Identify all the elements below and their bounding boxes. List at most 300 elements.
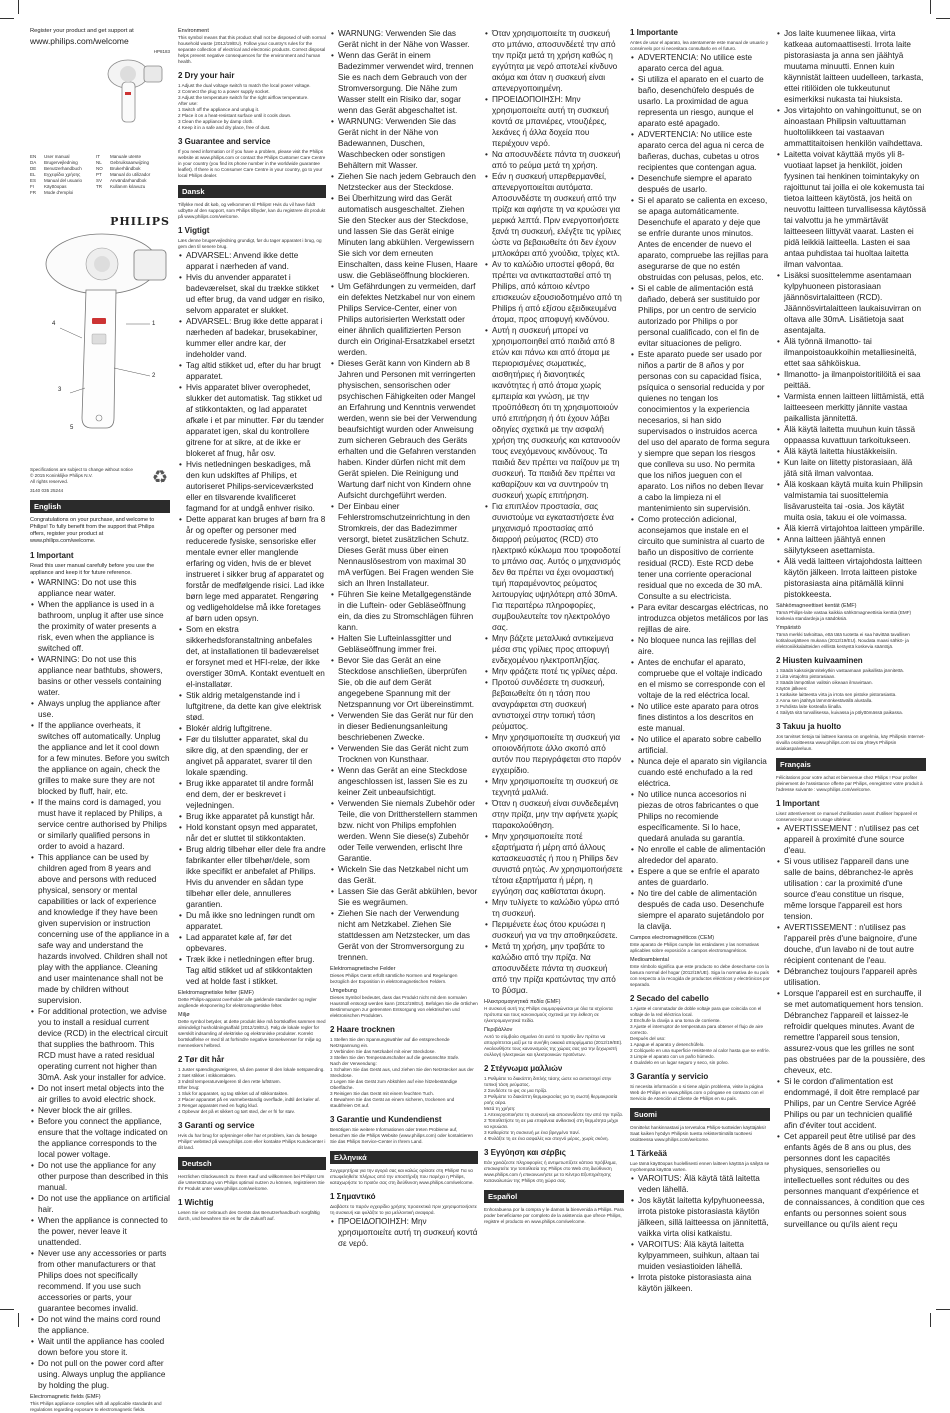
list-item: • Μην τυλίγετε το καλώδιο γύρω από τη συσκευή. — [492, 897, 624, 919]
ellinika-dry-step: 4 Φυλάξτε τη σε ένα ασφαλές και στεγνό μέρος, χωρίς σκόνη. — [484, 1136, 609, 1141]
english-guarantee-text: If you need information or if you have a problem, please visit the Philips website at www.philips.com or contact the Philips Customer Care Centre in your country (you find its phone number in the worldwide guarantee leaflet). If there is no Consumer Care Centre in your country, go to your local Philips dealer. — [178, 149, 326, 178]
list-item: • For additional protection, we advise you to install a residual current device (RCD) in the electrical circuit that supplies the bathroom. This RCD must have a rated residual operating current not higher than 30mA. Ask your installer for advice. — [38, 1006, 170, 1083]
list-item: • Lassen Sie das Gerät abkühlen, bevor Sie es wegräumen. — [338, 886, 478, 908]
espanol-env-title: Medioambiental — [630, 957, 669, 963]
brand-logo: PHILIPS — [110, 215, 170, 228]
espanol-warning-list — [630, 52, 770, 932]
crop-mark — [930, 0, 931, 14]
list-item: • AVERTISSEMENT : n'utilisez pas l'appareil près d'une baignoire, d'une douche, d'un lavabo ni de tout autre récipient contenant de l'eau. — [784, 922, 926, 966]
list-item: • Älä vedä laitteen virtajohdosta laitteen käytön jälkeen. Irrota laitteen pistoke pistorasiasta aina pitämällä kiinni pistokkeesta. — [784, 556, 926, 600]
list-item: • Do not use the appliance for any other purpose than described in this manual. — [38, 1160, 170, 1193]
list-item: • Ilmanotto- ja ilmanpoistoritilöitä ei saa peittää. — [784, 369, 926, 391]
deutsch-emf-text: Dieses Philips Gerät erfüllt sämtliche Normen und Regelungen bezüglich der Exposition in elektromagnetischen Feldern. — [330, 973, 458, 984]
dansk-emf-text: Dette Philips-apparat overholder alle gældende standarder og regler angående eksponering for elektromagnetiske felter. — [178, 997, 317, 1008]
lang-name: Mode d'emploi — [44, 190, 74, 195]
english-read-text: Read this user manual carefully before you use the appliance and keep it for future reference. — [30, 563, 155, 576]
espanol-guarantee-title: 3 Garantía y servicio — [630, 1072, 709, 1081]
ellinika-emf-title: Ηλεκτρομαγνητικά πεδία (EMF) — [484, 999, 561, 1005]
product-diagram — [30, 215, 170, 443]
column-3 — [330, 28, 478, 1307]
suomi-warning-list — [776, 28, 926, 600]
list-item: • Antes de enchufar el aparato, compruebe que el voltaje indicado en el mismo se corresponde con el voltaje de la red eléctrica local. — [638, 657, 770, 701]
list-item: • Nunca deje el aparato sin vigilancia cuando esté enchufado a la red eléctrica. — [638, 756, 770, 789]
ellinika-warning-list-start — [330, 1216, 478, 1249]
english-warning-list — [30, 577, 170, 1391]
list-item: • Führen Sie keine Metallgegenstände in die Luftein- oder Gebläseöffnung ein, da dies zu Stromschlägen führen kann. — [338, 589, 478, 633]
deutsch-important-title: 1 Wichtig — [178, 1198, 214, 1207]
rights: All rights reserved. — [30, 479, 69, 484]
english-dry-step: 2 Connect the plug to a power supply socket. — [178, 89, 270, 94]
list-item: • Μην βάζετε μεταλλικά αντικείμενα μέσα στις γρίλιες προς αποφυγή ενδεχομένου ηλεκτροπληξίας. — [492, 633, 624, 666]
list-item: • Lad apparatet køle af, før det opbevares. — [186, 932, 326, 954]
list-item: • Jos virtajohto on vahingoittunut, se on ainoastaan Philipsin valtuuttaman huoltoliikkeen tai vastaavan ammattitaitoisen henkilön vaihdettava. — [784, 105, 926, 149]
list-item: • ADVARSEL: Brug ikke dette apparat i nærheden af badekar, brusekabiner, kummer eller andre kar, der indeholder vand. — [186, 316, 326, 360]
list-item: • Älä käytä laitetta muuhun kuin tässä oppaassa kuvattuun tarkoitukseen. — [784, 424, 926, 446]
list-item: • Never use any accessories or parts from other manufacturers or that Philips does not specifically recommend. If you use such accessories or parts, your guarantee becomes invalid. — [38, 1248, 170, 1314]
dansk-guarantee-text: Hvis du har brug for oplysninger eller har et problem, kan du besøge Philips' websted på www.philips.com eller kontakte Philips Kundecenter i dit land. — [178, 1133, 326, 1150]
list-item: • When the appliance is used in a bathroom, unplug it after use since the proximity of water presents a risk, even when the appliance is switched off. — [38, 599, 170, 654]
column-2 — [178, 28, 326, 1307]
english-dry-step: 4 Keep it in a safe and dry place, free of dust. — [178, 125, 271, 130]
suomi-dry-step: 2 Liitä virtajohto pistorasiaan. — [776, 674, 836, 679]
model-number: HP8183 — [153, 49, 170, 54]
suomi-dry-step: 1 Säädä kaksoisjännitekytkin vastaamaan paikallista jännitettä. — [776, 668, 904, 673]
english-intro: Congratulations on your purchase, and welcome to Philips! To fully benefit from the support that Philips offers, register your product at www.philips.com/welcome. — [30, 517, 155, 544]
crop-mark — [0, 18, 14, 19]
footer-block — [30, 467, 170, 494]
list-item: • Verwenden Sie das Gerät nur für den in dieser Bedienungsanleitung beschriebenen Zwecke. — [338, 710, 478, 743]
lang-name: Användarhandbok — [110, 178, 147, 183]
list-item: • Hvis apparatet bliver overophedet, slukker det automatisk. Tag stikket ud af stikkontakten, og lad apparatet afkøle i et par minutter. Før du tænder apparatet igen, skal du kontrollere gitrene for at sikre, at de ikke er blokeret af fnug, hår osv. — [186, 382, 326, 459]
list-item: • Μην φράζετε ποτέ τις γρίλιες αέρα. — [492, 666, 624, 677]
lang-code: SV — [96, 178, 103, 183]
list-item: • Hvis netledningen beskadiges, må den kun udskiftes af Philips, et autoriseret Philips-serviceværksted eller en tilsvarende kvalificeret fagmand for at undgå enhver risiko. — [186, 459, 326, 514]
espanol-dry-step: 3 Limpie el aparato con un paño húmedo. — [630, 1054, 715, 1059]
list-item: • Si le cordon d'alimentation est endommagé, il doit être remplacé par Philips, par un Centre Service Agréé Philips ou par un technicien qualifié afin d'éviter tout accident. — [784, 1076, 926, 1131]
list-item: • No enrolle el cable de alimentación alrededor del aparato. — [638, 844, 770, 866]
hairdryer-diagram-image — [30, 228, 170, 438]
list-item: • Bevor Sie das Gerät an eine Steckdose anschließen, überprüfen Sie, ob die auf dem Gerät angegebene Spannung mit der Netzspannung vor Ort übereinstimmt. — [338, 655, 478, 710]
section-header-dansk: Dansk — [178, 185, 326, 198]
lang-name: Brukerhåndbok — [110, 166, 141, 171]
column-6 — [776, 28, 926, 1307]
column-1 — [30, 28, 170, 1412]
suomi-dry-step: Käytön jälkeen: — [776, 686, 808, 691]
lang-code: ES — [30, 178, 37, 183]
lang-code: FI — [30, 184, 34, 189]
espanol-dry-step: Después del uso: — [630, 1036, 666, 1041]
list-item: • ADVARSEL: Anvend ikke dette apparat i nærheden af vand. — [186, 250, 326, 272]
suomi-env-title: Ympäristö — [776, 625, 801, 631]
suomi-warning-list-start — [630, 1173, 770, 1294]
dansk-dry-step: Efter brug: — [178, 1085, 200, 1090]
ellinika-intro: Συγχαρητήρια για την αγορά σας και καλώς ορίσατε στη Philips! Για να επωφεληθείτε πλήρως από την υποστήριξη που παρέχει η Philips, καταχωρήστε το προϊόν σας στη διεύθυνση www.philips.com/welcome. — [330, 1168, 474, 1185]
list-item: • Tag altid stikket ud, efter du har brugt apparatet. — [186, 360, 326, 382]
deutsch-guarantee-title: 3 Garantie und Kundendienst — [330, 1115, 442, 1124]
list-item: • Verwenden Sie das Gerät nicht zum Trocknen von Kunsthaar. — [338, 743, 478, 765]
espanol-env-text: Este símbolo significa que este producto no debe desecharse con la basura normal del hogar (2012/19/UE). Siga la normativa de su país con respecto a la recogida de productos eléctricos y electrónicos por separado. — [630, 964, 770, 987]
crop-mark — [936, 18, 950, 19]
section-header-suomi: Suomi — [630, 1108, 770, 1121]
suomi-read-text: Lue tämä käyttöopas huolellisesti ennen laitteen käyttöä ja säilytä se myöhempää käyttöä varten. — [630, 1161, 770, 1172]
list-item: • Espere a que se enfríe el aparato antes de guardarlo. — [638, 866, 770, 888]
column-4 — [484, 28, 624, 1307]
list-item: • Όταν η συσκευή είναι συνδεδεμένη στην πρίζα, μην την αφήνετε χωρίς παρακολούθηση. — [492, 798, 624, 831]
list-item: • Varmista ennen laitteen liittämistä, että laitteeseen merkitty jännite vastaa paikallista jännitettä. — [784, 391, 926, 424]
ellinika-dry-title: 2 Στέγνωμα μαλλιών — [484, 1064, 563, 1073]
list-item: • Dieses Gerät kann von Kindern ab 8 Jahren und Personen mit verringerten physischen, sensorischen oder psychischen Fähigkeiten oder Mangel an Erfahrung und Kenntnis verwendet werden, wenn sie bei der Verwendung beaufsichtigt wurden oder Anweisung zum sicheren Gebrauch des Geräts erhalten und die Gefahren verstanden haben. Kinder dürfen nicht mit dem Gerät spielen. Die Reinigung und Wartung darf nicht von Kindern ohne Aufsicht durchgeführt werden. — [338, 358, 478, 501]
lang-code: EL — [30, 172, 36, 177]
crop-mark — [18, 0, 19, 14]
list-item: • No tire del cable de alimentación después de cada uso. Desenchufe siempre el aparato sujetándolo por la clavija. — [638, 888, 770, 932]
ellinika-important-title: 1 Σημαντικό — [330, 1192, 376, 1201]
list-item: • Brug ikke apparatet til andre formål end dem, der er beskrevet i vejledningen. — [186, 778, 326, 811]
list-item: • Jos laite kuumenee liikaa, virta katkeaa automaattisesti. Irrota laite pistorasiasta ja anna sen jäähtyä muutama minuutti. Ennen kuin käynnistät laitteen uudelleen, tarkasta, ettei ritilöiden ole tukkeutunut esimerkiksi nukasta tai hiuksista. — [784, 28, 926, 105]
list-item: • No utilice el aparato sobre cabello artificial. — [638, 734, 770, 756]
ellinika-dry-step: 1 Ρυθμίστε το διακόπτη διπλής τάσης ώστε να αντιστοιχεί στην τοπική τάση ρεύματος. — [484, 1076, 612, 1087]
dansk-dry-step: 4 Opbevar det på et sikkert og tørt sted, der er fri for støv. — [178, 1109, 295, 1114]
espanol-emf-title: Campos electromagnéticos (CEM) — [630, 935, 715, 941]
list-item: • Halten Sie Lufteinlassgitter und Gebläseöffnung immer frei. — [338, 633, 478, 655]
copyright: © 2015 Koninklijke Philips N.V. — [30, 473, 93, 478]
list-item: • Μετά τη χρήση, μην τραβάτε το καλώδιο από την πρίζα. Να αποσυνδέετε πάντα τη συσκευή από την πρίζα κρατώντας την από το βύσμα. — [492, 941, 624, 996]
suomi-env-text: Tämä merkki tarkoittaa, että tätä tuotetta ei saa hävittää tavallisen kotitalousjätteen mukana (2012/19/EU). Noudata maasi sähkö- ja elektroniikkalaitteiden erillistä keräystä koskevia sääntöjä. — [776, 632, 910, 649]
deutsch-warning-list — [330, 28, 478, 963]
list-item: • Wait until the appliance has cooled down before you store it. — [38, 1336, 170, 1358]
list-item: • WARNING: Do not use this appliance near water. — [38, 577, 170, 599]
list-item: • Cet appareil peut être utilisé par des enfants âgés de 8 ans ou plus, des personnes dont les capacités physiques, sensorielles ou intellectuelles sont réduites ou des personnes manquant d'expérience et de connaissances, à condition que ces enfants ou personnes soient sous surveillance ou qu'ils aient reçu — [784, 1131, 926, 1230]
list-item: • Wickeln Sie das Netzkabel nicht um das Gerät. — [338, 864, 478, 886]
list-item: • Όταν χρησιμοποιείτε τη συσκευή στο μπάνιο, αποσυνδέετέ την από την πρίζα μετά τη χρήση καθώς η εγγύτητα με νερό αποτελεί κίνδυνο ακόμα και όταν η συσκευή είναι απενεργοποιημένη. — [492, 28, 624, 94]
list-item: • Αν το καλώδιο υποστεί φθορά, θα πρέπει να αντικατασταθεί από τη Philips, από κάποιο κέντρο επισκευών εξουσιοδοτημένο από τη Philips ή από εξίσου εξειδικευμένα άτομα, προς αποφυγή κινδύνου. — [492, 259, 624, 325]
list-item: • Before you connect the appliance, ensure that the voltage indicated on the appliance corresponds to the local power voltage. — [38, 1116, 170, 1160]
dansk-dry-title: 2 Tør dit hår — [178, 1055, 225, 1064]
dansk-env-title: Miljø — [178, 1012, 190, 1018]
list-item: • VAROITUS: Älä käytä tätä laitetta veden lähellä. — [638, 1173, 770, 1195]
list-item: • When the appliance is connected to the power, never leave it unattended. — [38, 1215, 170, 1248]
ellinika-guarantee-title: 3 Εγγύηση και σέρβις — [484, 1148, 566, 1157]
lang-code: NL — [96, 160, 102, 165]
list-item: • Dette apparat kan bruges af børn fra 8 år og opefter og personer med reducerede fysiske, sensoriske eller mentale evner eller manglende erfaring og viden, hvis de er blevet instrueret i sikker brug af apparatet og forstår de medfølgende risici. Lad ikke børn lege med apparatet. Rengøring og vedligeholdelse må ikke foretages af børn uden opsyn. — [186, 514, 326, 624]
list-item: • Älä koskaan käytä muita kuin Philipsin valmistamia tai suosittelemia lisävarusteita tai -osia. Jos käytät muita osia, takuu ei ole voimassa. — [784, 479, 926, 523]
list-item: • Προτού συνδέσετε τη συσκευή, βεβαιωθείτε ότι η τάση που αναγράφεται στη συσκευή αντιστοιχεί στην τοπική τάση ρεύματος. — [492, 677, 624, 732]
list-item: • Να αποσυνδέετε πάντα τη συσκευή από το ρεύμα μετά τη χρήση. — [492, 149, 624, 171]
lang-name: Manuale utente — [110, 154, 142, 159]
list-item: • Træk ikke i netledningen efter brug. Tag altid stikket ud af stikkontakten ved at holde fast i stikket. — [186, 954, 326, 987]
deutsch-dry-step: 4 Bewahren Sie das Gerät an einem sicheren, trockenen und staubfreien Ort auf. — [330, 1097, 455, 1108]
ellinika-warning-list — [484, 28, 624, 996]
english-env-text: This symbol means that this product shall not be disposed of with normal household waste (2012/19/EU). Follow your country's rules for the separate collection of electrical and electronic products. Correct disposal helps prevent negative consequences for the environment and human health. — [178, 35, 326, 64]
list-item: • ΠΡΟΕΙΔΟΠΟΙΗΣΗ: Μην χρησιμοποιείτε αυτή τη συσκευή κοντά σε νερό. — [338, 1216, 478, 1249]
welcome-link[interactable]: www.philips.com/welcome — [30, 36, 129, 46]
list-item: • Εάν η συσκευή υπερθερμανθεί, απενεργοποιείται αυτόματα. Αποσυνδέστε τη συσκευή από την πρίζα και αφήστε τη να κρυώσει για μερικά λεπτά. Πριν ενεργοποιήσετε ξανά τη συσκευή, ελέγξτε τις γρίλιες ώστε να βεβαιωθείτε ότι δεν έχουν μπλοκάρει από χνούδια, τρίχες κτλ. — [492, 171, 624, 259]
deutsch-dry-step: 2 Verbinden Sie das Netzkabel mit einer Steckdose. — [330, 1049, 436, 1054]
suomi-emf-title: Sähkömagneettiset kentät (EMF) — [776, 603, 857, 609]
espanol-emf-text: Este aparato de Philips cumple los estándares y las normativas aplicables sobre exposición a campos electromagnéticos. — [630, 942, 759, 953]
list-item: • AVERTISSEMENT : n'utilisez pas cet appareil à proximité d'une source d'eau. — [784, 823, 926, 856]
english-env-title: Environment — [178, 28, 209, 34]
crop-mark — [18, 1313, 19, 1327]
lang-name: Εγχειρίδιο χρήσης — [44, 172, 81, 177]
list-item: • Ziehen Sie nach der Verwendung nicht am Netzkabel. Ziehen Sie stattdessen am Netzstecker, um das Gerät von der Stromversorgung zu trennen. — [338, 908, 478, 963]
section-header-francais: Français — [776, 758, 926, 771]
list-item: • WARNING: Do not use this appliance near bathtubs, showers, basins or other vessels containing water. — [38, 654, 170, 698]
english-dry-step: 1 Switch off the appliance and unplug it. — [178, 107, 260, 112]
lang-name: User manual — [44, 154, 70, 159]
deutsch-dry-step: 1 Stellen Sie den Spannungswähler auf die entsprechende Netzspannung ein. — [330, 1037, 450, 1048]
list-item: • Este aparato puede ser usado por niños a partir de 8 años y por personas con su capacidad física, psíquica o sensorial reducida y por quienes no tengan los conocimientos y la experiencia necesarios, si han sido supervisados o instruidos acerca del uso del aparato de forma segura y siempre que sepan los riesgos que conlleva su uso. No permita que los niños jueguen con el aparato. Los niños no deben llevar a cabo la limpieza ni el mantenimiento sin supervisión. — [638, 349, 770, 514]
lang-code: FR — [30, 190, 36, 195]
dansk-dry-step: 2 Sæt stikket i stikkontakten. — [178, 1073, 237, 1078]
list-item: • Verwenden Sie niemals Zubehör oder Teile, die von Drittherstellern stammen bzw. nicht von Philips empfohlen werden. Wenn Sie diese(s) Zubehör oder Teile verwenden, erlischt Ihre Garantie. — [338, 798, 478, 864]
list-item: • Bei Überhitzung wird das Gerät automatisch ausgeschaltet. Ziehen Sie den Stecker aus der Steckdose, und lassen Sie das Gerät einige Minuten lang abkühlen. Vergewissern Sie sich vor dem erneuten Einschalten, dass keine Flusen, Haare usw. die Gebläseöffnung blockieren. — [338, 193, 478, 281]
english-emf-text: This Philips appliance complies with all applicable standards and regulations regarding exposure to electromagnetic fields. — [30, 1401, 162, 1412]
dansk-dry-step: 1 Juster spændingsvælgeren, så den passer til den lokale netspænding. — [178, 1067, 325, 1072]
deutsch-intro: Herzlichen Glückwunsch zu Ihrem Kauf und willkommen bei Philips! Um die Unterstützung von Philips optimal nutzen zu können, registrieren Sie Ihr Produkt unter www.philips.com/welcome. — [178, 1174, 325, 1191]
deutsch-dry-step: 1 Schalten Sie das Gerät aus, und ziehen Sie den Netzstecker aus der Steckdose. — [330, 1067, 474, 1078]
list-item: • Para evitar descargas eléctricas, no introduzca objetos metálicos por las rejillas de aire. — [638, 602, 770, 635]
espanol-dry-step: 4 Guárdelo en un lugar seguro y seco, sin polvo. — [630, 1060, 729, 1065]
lang-name: Käyttöopas — [44, 184, 67, 189]
crop-mark — [936, 1309, 950, 1310]
english-dry-step: 3 Adjust the temperature switch for the right airflow temperature. — [178, 95, 309, 100]
ellinika-env-title: Περιβάλλον — [484, 1027, 513, 1033]
list-item: • Si utiliza el aparato en el cuarto de baño, desenchúfelo después de usarlo. La proximidad de agua representa un riesgo, aunque el aparato esté apagado. — [638, 74, 770, 129]
suomi-dry-step: 1 Katkaise laitteesta virta ja irrota sen pistoke pistorasiasta. — [776, 692, 897, 697]
doc-code: 3140 035 25244 — [30, 488, 64, 493]
language-list — [30, 154, 170, 195]
deutsch-env-text: Dieses Symbol bedeutet, dass das Produkt nicht mit dem normalen Hausmüll entsorgt werden kann (2012/19/EU). Befolgen Sie die örtlichen Bestimmungen zur getrennten Entsorgung von elektrischen und elektronischen Produkten. — [330, 995, 478, 1018]
lang-name: Brugervejledning — [44, 160, 78, 165]
list-item: • ADVERTENCIA: No utilice este aparato cerca del agua ni cerca de bañeras, duchas, cubetas u otros recipientes que contengan agua. — [638, 129, 770, 173]
english-important-title: 1 Important — [30, 551, 74, 560]
english-dry-step: 3 Clean the appliance by damp cloth. — [178, 119, 254, 124]
list-item: • Μην χρησιμοποιείτε τη συσκευή σε τεχνητά μαλλιά. — [492, 776, 624, 798]
deutsch-dry-title: 2 Haare trocknen — [330, 1025, 395, 1034]
francais-read-text: Lisez attentivement ce manuel d'utilisation avant d'utiliser l'appareil et conservez-le pour un usage ultérieur. — [776, 811, 918, 822]
dansk-intro: Tillykke med dit køb, og velkommen til Philips! Hvis du vil have fuldt udbytte af den support, som Philips tilbyder, kan du registrere dit produkt på www.philips.com/welcome. — [178, 202, 326, 219]
recycle-icon: ♻ — [151, 467, 168, 487]
list-item: • Hold konstant opsyn med apparatet, når det er sluttet til stikkontakten. — [186, 822, 326, 844]
lang-name: Manual del usuario — [44, 178, 83, 183]
list-item: • Do not insert metal objects into the air grilles to avoid electric shock. — [38, 1083, 170, 1105]
dansk-dry-step: 2 Placer apparatet på en varmebestandig overflade, indtil det køler af. — [178, 1097, 320, 1102]
lang-name: Benutzerhandbuch — [44, 166, 82, 171]
lang-code: IT — [96, 154, 100, 159]
list-item: • Um Gefährdungen zu vermeiden, darf ein defektes Netzkabel nur von einem Philips Service-Center, einer von Philips autorisierten Werkstatt oder einer ähnlich qualifizierten Person durch ein Original-Ersatzkabel ersetzt werden. — [338, 281, 478, 358]
list-item: • Ziehen Sie nach jedem Gebrauch den Netzstecker aus der Steckdose. — [338, 171, 478, 193]
list-item: • Lisäksi suosittelemme asentamaan kylpyhuoneen pistorasiaan jäännösvirtalaitteen (RCD). Jäännösvirtalaitteen laukaisuvirran on oltava alle 30mA. Lisätietoja saat asentajalta. — [784, 270, 926, 336]
english-dry-title: 2 Dry your hair — [178, 71, 235, 80]
list-item: • ADVERTENCIA: No utilice este aparato cerca del agua. — [638, 52, 770, 74]
list-item: • Wenn das Gerät an eine Steckdose angeschlossen ist, lassen Sie es zu keiner Zeit unbeaufsichtigt. — [338, 765, 478, 798]
suomi-important-title: 1 Tärkeää — [630, 1149, 667, 1158]
list-item: • Do not use the appliance on artificial hair. — [38, 1193, 170, 1215]
lang-name: Kullanım kılavuzu — [110, 184, 146, 189]
list-item: • Lorsque l'appareil est en surchauffe, il se met automatiquement hors tension. Débranchez l'appareil et laissez-le refroidir quelques minutes. Avant de remettre l'appareil sous tension, assurez-vous que les grilles ne sont pas obstruées par de la poussière, des cheveux, etc. — [784, 988, 926, 1076]
list-item: • This appliance can be used by children aged from 8 years and above and persons with reduced physical, sensory or mental capabilities or lack of experience and knowledge if they have been given supervision or instruction concerning use of the appliance in a safe way and understand the hazards involved. Children shall not play with the appliance. Cleaning and user maintenance shall not be made by children without supervision. — [38, 852, 170, 1006]
suomi-dry-step: 2 Anna sen jäähtyä lämmönkestävällä alustalla. — [776, 698, 873, 703]
francais-intro: Félicitations pour votre achat et bienvenue chez Philips ! Pour profiter pleinement de l'assistance offerte par Philips, enregistrez votre produit à l'adresse suivante : www.philips.com/welcome. — [776, 775, 923, 792]
diagram-label-3: 3 — [58, 387, 62, 393]
section-header-espanol: Español — [484, 1190, 624, 1203]
list-item: • Περιμένετε έως ότου κρυώσει η συσκευή για να την αποθηκεύσετε. — [492, 919, 624, 941]
section-header-english: English — [30, 500, 170, 513]
dansk-dry-step: 1 Sluk for apparatet, og tag stikket ud af stikkontakten. — [178, 1091, 289, 1096]
diagram-label-1: 1 — [152, 321, 156, 327]
english-dry-step: After use: — [178, 101, 198, 106]
dansk-dry-step: 3 Rengør apparatet med en fugtig klud. — [178, 1103, 258, 1108]
suomi-dry-step: 3 Puhdista laite kostealla liinalla. — [776, 704, 843, 709]
list-item: • Μην χρησιμοποιείτε ποτέ εξαρτήματα ή μέρη από άλλους κατασκευαστές ή που η Philips δεν συνιστά ρητώς. Αν χρησιμοποιήσετε τέτοια εξαρτήματα ή μέρη, η εγγύηση σας καθίσταται άκυρη. — [492, 831, 624, 897]
list-item: • Never block the air grilles. — [38, 1105, 170, 1116]
suomi-intro: Onnittelut hankinnastasi ja tervetuloa Philips-tuotteiden käyttäjäksi! Saat kaiken hyödyn Philipsin tuesta rekisteröimällä tuotteesi osoitteessa www.philips.com/welcome. — [630, 1125, 766, 1142]
list-item: • Si el aparato se calienta en exceso, se apaga automáticamente. Desenchufe el aparato y deje que se enfríe durante unos minutos. Antes de encender de nuevo el aparato, compruebe las rejillas para asegurarse de que no estén obstruidas con pelusas, pelos, etc. — [638, 195, 770, 283]
list-item: • Como protección adicional, aconsejamos que instale en el circuito que suministra al cuarto de baño un dispositivo de corriente residual (RCD). Este RCD debe tener una corriente operacional residual que no exceda de 30 mA. Consulte a su electricista. — [638, 514, 770, 602]
list-item: • WARNUNG: Verwenden Sie das Gerät nicht in der Nähe von Badewannen, Duschen, Waschbecken oder sonstigen Behältern mit Wasser. — [338, 116, 478, 171]
list-item: • Do not pull on the power cord after using. Always unplug the appliance by holding the plug. — [38, 1358, 170, 1391]
list-item: • Si vous utilisez l'appareil dans une salle de bains, débranchez-le après utilisation : car la proximité d'une source d'eau constitue un risque, même lorsque l'appareil est hors tension. — [784, 856, 926, 922]
register-text: Register your product and get support at — [30, 28, 134, 34]
dansk-dry-step: 3 Indstil temperaturvælgeren til den rette luftstrøm. — [178, 1079, 281, 1084]
list-item: • Du må ikke sno ledningen rundt om apparatet. — [186, 910, 326, 932]
lang-code: EN — [30, 154, 37, 159]
lang-name: Manual do utilizador — [110, 172, 151, 177]
list-item: • Si el cable de alimentación está dañado, deberá ser sustituido por Philips, por un centro de servicio autorizado por Philips o por personal cualificado, con el fin de evitar situaciones de peligro. — [638, 283, 770, 349]
list-item: • VAROITUS: Älä käytä laitetta kylpyammeen, suihkun, altaan tai muiden vesiastioiden lähellä. — [638, 1239, 770, 1272]
dansk-emf-title: Elektromagnetiske felter (EMF) — [178, 990, 254, 996]
dansk-guarantee-title: 3 Garanti og service — [178, 1121, 255, 1130]
list-item: • Jos käytät laitetta kylpyhuoneessa, irrota pistoke pistorasiasta käytön jälkeen, sillä laitteessa on jännitettä, vaikka virta olisi katkaistu. — [638, 1195, 770, 1239]
list-item: • If the appliance overheats, it switches off automatically. Unplug the appliance and let it cool down for a few minutes. Before you switch the appliance on again, check the grilles to make sure they are not blocked by fluff, hair, etc. — [38, 720, 170, 797]
section-header-ellinika: Ελληνικά — [330, 1151, 478, 1164]
lang-code: PT — [96, 172, 102, 177]
list-item: • Blokér aldrig luftgitrene. — [186, 723, 326, 734]
list-item: • Som en ekstra sikkerhedsforanstaltning anbefales det, at installationen til badeværelset er forsynet med et HFI-relæ, der ikke overstiger 30mA. Kontakt eventuelt en el-installatør. — [186, 624, 326, 690]
espanol-important-title: 1 Importante — [630, 28, 679, 37]
ellinika-guarantee-text: Εάν χρειάζεστε πληροφορίες ή αντιμετωπίζετε κάποιο πρόβλημα, επισκεφτείτε την τοποθεσία της Philips στο Web στη διεύθυνση www.philips.com ή επικοινωνήστε με το Κέντρο Εξυπηρέτησης Καταναλωτών της Philips στη χώρα σας. — [484, 1160, 617, 1183]
list-item: • Desenchufe siempre el aparato después de usarlo. — [638, 173, 770, 195]
list-item: • WARNUNG: Verwenden Sie das Gerät nicht in der Nähe von Wasser. — [338, 28, 478, 50]
ellinika-dry-step: 3 Ρυθμίστε το διακόπτη θερμοκρασίας για τη σωστή θερμοκρασία ροής αέρα. — [484, 1094, 618, 1105]
list-item: • Μην χρησιμοποιείτε τη συσκευή για οποιονδήποτε άλλο σκοπό από αυτόν που περιγράφεται στο παρόν εγχειρίδιο. — [492, 732, 624, 776]
ellinika-dry-step: 2 Συνδέστε το φις σε μια πρίζα. — [484, 1088, 548, 1093]
suomi-guarantee-text: Jos tarvitset tietoja tai laitteen kanssa on ongelmia, käy Philipsin Internet-sivuilla osoitteessa www.philips.com tai ota yhteys Philipsin asiakaspalveluun. — [776, 734, 925, 751]
espanol-read-text: Antes de usar el aparato, lea atentamente este manual de usuario y consérvelo por si necesitara consultarlo en el futuro. — [630, 40, 769, 51]
diagram-label-5: 5 — [70, 425, 74, 431]
suomi-dry-step: 4 Säilytä sitä turvallisessa, kuivassa ja pölyttömässä paikassa. — [776, 710, 903, 715]
list-item: • Kun laite on liitetty pistorasiaan, älä jätä sitä ilman valvontaa. — [784, 457, 926, 479]
deutsch-read-text: Lesen Sie vor Gebrauch des Geräts das Benutzerhandbuch sorgfältig durch, und bewahren Sie es für die Zukunft auf. — [178, 1210, 320, 1221]
crop-mark — [0, 1309, 14, 1310]
deutsch-guarantee-text: Benötigen Sie weitere Informationen oder treten Probleme auf, besuchen Sie die Philips Website (www.philips.com) oder kontaktieren Sie das Philips Service-Center in Ihrem Land. — [330, 1127, 473, 1144]
product-thumbnail-area — [30, 54, 170, 146]
list-item: • Stik aldrig metalgenstande ind i luftgitrene, da dette kan give elektrisk stød. — [186, 690, 326, 723]
crop-mark — [930, 1313, 931, 1327]
deutsch-env-title: Umgebung — [330, 988, 357, 994]
list-item: • No utilice este aparato para otros fines distintos a los descritos en este manual. — [638, 701, 770, 734]
hairdryer-thumbnail-image — [106, 56, 166, 128]
list-item: • Älä käytä laitetta hiustäkkeisiin. — [784, 446, 926, 457]
list-item: • No bloquee nunca las rejillas del aire. — [638, 635, 770, 657]
diagram-label-4: 4 — [52, 321, 56, 327]
list-item: • Brug ikke apparatet på kunstigt hår. — [186, 811, 326, 822]
list-item: • Älä työnnä ilmanotto- tai ilmanpoistoaukkoihin metalliesineitä, ettet saa sähköiskua. — [784, 336, 926, 369]
espanol-dry-step: 1 Ajuste el conmutador de doble voltaje para que coincida con el voltaje de la red eléctrica local. — [630, 1006, 762, 1017]
deutsch-dry-step: 2 Legen Sie das Gerät zum Abkühlen auf eine hitzebeständige Oberfläche. — [330, 1079, 458, 1090]
deutsch-emf-title: Elektromagnetische Felder — [330, 966, 396, 972]
ellinika-read-text: Διαβάστε το παρόν εγχειρίδιο χρήσης προσεκτικά πριν χρησιμοποιήσετε τη συσκευή και φυλάξτε το για μελλοντική αναφορά. — [330, 1204, 477, 1215]
dansk-important-title: 1 Vigtigt — [178, 226, 210, 235]
ellinika-dry-step: 1 Απενεργοποιήστε τη συσκευή και αποσυνδέστε την από την πρίζα. — [484, 1112, 624, 1117]
lang-code: DE — [30, 166, 37, 171]
list-item: • Do not wind the mains cord round the appliance. — [38, 1314, 170, 1336]
espanol-dry-step: 2 Enchufe la clavija a una toma de corriente. — [630, 1018, 721, 1023]
francais-warning-list — [776, 823, 926, 1230]
ellinika-emf-text: Η συσκευή αυτή της Philips συμμορφώνεται με όλα τα ισχύοντα πρότυπα και τους κανονισμούς σχετικά με την έκθεση σε ηλεκτρομαγνητικά πεδία. — [484, 1006, 613, 1023]
list-item: • No utilice nunca accesorios ni piezas de otros fabricantes o que Philips no recomiende específicamente. Si lo hace, quedará anulada su garantía. — [638, 789, 770, 844]
espanol-dry-step: 1 Apague el aparato y desenchúfelo. — [630, 1042, 705, 1047]
list-item: • If the mains cord is damaged, you must have it replaced by Philips, a service centre authorised by Philips or similarly qualified persons in order to avoid a hazard. — [38, 797, 170, 852]
espanol-intro: Enhorabuena por la compra y le damos la bienvenida a Philips. Para poder beneficiarse por completo de la asistencia que ofrece Philips, registre el producto en www.philips.com/welcome. — [484, 1207, 624, 1224]
espanol-dry-step: 2 Colóquelo en una superficie resistente al calor hasta que se enfríe. — [630, 1048, 770, 1053]
list-item: • Για επιπλέον προστασία, σας συνιστούμε να εγκαταστήσετε ένα μηχανισμό προστασίας από διαρροή ρεύματος (RCD) στο ηλεκτρικό κύκλωμα που τροφοδοτεί το μπάνιο σας. Αυτός ο μηχανισμός δεν θα πρέπει να έχει ονομαστική τιμή παραμένοντος ρεύματος λειτουργίας υψηλότερη από 30mA. Για περαιτέρω πληροφορίες, συμβουλευτείτε τον ηλεκτρολόγο σας. — [492, 501, 624, 633]
list-item: • ΠΡΟΕΙΔΟΠΟΙΗΣΗ: Μην χρησιμοποιείτε αυτή τη συσκευή κοντά σε μπανιέρες, ντουζιέρες, λεκάνες ή άλλα δοχεία που περιέχουν νερό. — [492, 94, 624, 149]
ellinika-dry-step: 3 Καθαρίστε τη συσκευή με ένα βρεγμένο πανί. — [484, 1130, 580, 1135]
list-item: • Der Einbau einer Fehlerstromschutzeinrichtung in den Stromkreis, der das Badezimmer versorgt, bietet zusätzlichen Schutz. Dieses Gerät muss über einen Nennauslösestrom von maximal 30 mA verfügen. Bei Fragen wenden Sie sich an Ihren Installateur. — [338, 501, 478, 589]
ellinika-dry-step: 2 Τοποθετήστε τη σε μια επιφάνεια ανθεκτική στη θερμότητα μέχρι να κρυώσει. — [484, 1118, 619, 1129]
lang-code: TR — [96, 184, 102, 189]
suomi-emf-text: Tämä Philips-laite vastaa kaikkia sähkömagneettisia kenttiä (EMF) koskevia standardeja ja säädöksiä. — [776, 610, 912, 621]
lang-name: Gebruiksaanwijzing — [110, 160, 150, 165]
list-item: • Før du tilslutter apparatet, skal du sikre dig, at den spænding, der er angivet på apparatet, svarer til den lokale spænding. — [186, 734, 326, 778]
deutsch-dry-step: 3 Stellen Sie den Temperaturschalter auf die gewünschte Stufe. — [330, 1055, 460, 1060]
list-item: • Αυτή η συσκευή μπορεί να χρησιμοποιηθεί από παιδιά από 8 ετών και πάνω και από άτομα με περιορισμένες σωματικές, αισθητήριες ή διανοητικές ικανότητες ή από άτομα χωρίς εμπειρία και γνώση, με την προϋπόθεση ότι τη χρησιμοποιούν υπό επιτήρηση ή ότι έχουν λάβει οδηγίες σχετικά με την ασφαλή χρήση της συσκευής και κατανοούν τους ενεχόμενους κινδύνους. Τα παιδιά δεν πρέπει να παίζουν με τη συσκευή. Τα παιδιά δεν πρέπει να καθαρίζουν και να συντηρούν τη συσκευή χωρίς επιτήρηση. — [492, 325, 624, 501]
dansk-read-text: Læs denne brugervejledning grundigt, før du tager apparatet i brug, og gem den til senere brug. — [178, 238, 322, 249]
list-item: • Anna laitteen jäähtyä ennen säilytykseen asettamista. — [784, 534, 926, 556]
suomi-dry-title: 2 Hiusten kuivaaminen — [776, 656, 863, 665]
list-item: • Débranchez toujours l'appareil après utilisation. — [784, 966, 926, 988]
deutsch-dry-step: Nach der Verwendung: — [330, 1061, 377, 1066]
suomi-dry-step: 3 Säädä lämpötilan valitsin oikeaan ilmavirtaan. — [776, 680, 873, 685]
list-item: • Irrota pistoke pistorasiasta aina käytön jälkeen. — [638, 1272, 770, 1294]
list-item: • Älä kierrä virtajohtoa laitteen ympärille. — [784, 523, 926, 534]
ellinika-dry-step: Μετά τη χρήση: — [484, 1106, 516, 1111]
column-5 — [630, 28, 770, 1307]
dansk-env-text: Dette symbol betyder, at dette produkt ikke må bortskaffes sammen med almindeligt husholdningsaffald (2012/19/EU). Følg de lokale regler for særskilt indsamling af elektriske og elektroniske produkter. Korrekt bortskaffelse er med til at forhindre negative konsekvenser for miljø og menneskers helbred. — [178, 1019, 326, 1048]
list-item: • Always unplug the appliance after use. — [38, 698, 170, 720]
section-header-deutsch: Deutsch — [178, 1157, 326, 1170]
list-item: • Brug aldrig tilbehør eller dele fra andre fabrikanter eller tilbehør/dele, som ikke specifikt er anbefalet af Philips. Hvis du anvender en sådan type tilbehør eller dele, annulleres garantien. — [186, 844, 326, 910]
spec-notice: Specifications are subject to change without notice — [30, 467, 133, 472]
english-dry-step: 2 Place it on a heat-resistant surface until it cools down. — [178, 113, 292, 118]
deutsch-dry-step: 3 Reinigen Sie das Gerät mit einem feuchten Tuch. — [330, 1091, 434, 1096]
francais-important-title: 1 Important — [776, 799, 820, 808]
dansk-warning-list — [178, 250, 326, 987]
espanol-dry-title: 2 Secado del cabello — [630, 994, 709, 1003]
diagram-label-2: 2 — [152, 373, 156, 379]
ellinika-env-text: Αυτό το σύμβολο σημαίνει ότι αυτό το προϊόν δεν πρέπει να απορρίπτεται μαζί με τα συνήθη οικιακά απορρίμματα (2012/19/ΕΕ). Ακολουθήστε τους κανονισμούς της χώρας σας για την ξεχωριστή συλλογή ηλεκτρικών και ηλεκτρονικών προϊόντων. — [484, 1034, 623, 1057]
english-emf-title: Electromagnetic fields (EMF) — [30, 1394, 101, 1400]
espanol-guarantee-text: Si necesita información o si tiene algún problema, visite la página Web de Philips en www.philips.com o póngase en contacto con el Servicio de Atención al Cliente de Philips en su país. — [630, 1084, 764, 1101]
list-item: • Hvis du anvender apparatet i badeværelset, skal du trække stikket ud efter brug, da vand udgør en risiko, selvom apparatet er slukket. — [186, 272, 326, 316]
list-item: • Wenn das Gerät in einem Badezimmer verwendet wird, trennen Sie es nach dem Gebrauch von der Stromversorgung. Die Nähe zum Wasser stellt ein Risiko dar, sogar wenn das Gerät abgeschaltet ist. — [338, 50, 478, 116]
espanol-dry-step: 3 Ajuste el interruptor de temperatura para obtener el flujo de aire correcto. — [630, 1024, 764, 1035]
english-dry-step: 1 Adjust the dual voltage switch to match the local power voltage. — [178, 83, 311, 88]
list-item: • Laitetta voivat käyttää myös yli 8-vuotiaat lapset ja henkilöt, joiden fyysinen tai henkinen toimintakyky on rajoittunut tai joilla ei ole kokemusta tai tietoa laitteen käytöstä, jos heitä on neuvottu laitteen turvallisessa käytössä tai valvottu ja he ymmärtävät laitteeseen liittyvät vaarat. Lasten ei pidä leikkiä laitteella. Lasten ei saa antaa puhdistaa tai huoltaa laitetta ilman valvontaa. — [784, 149, 926, 270]
suomi-guarantee-title: 3 Takuu ja huolto — [776, 722, 842, 731]
lang-code: NO — [96, 166, 103, 171]
